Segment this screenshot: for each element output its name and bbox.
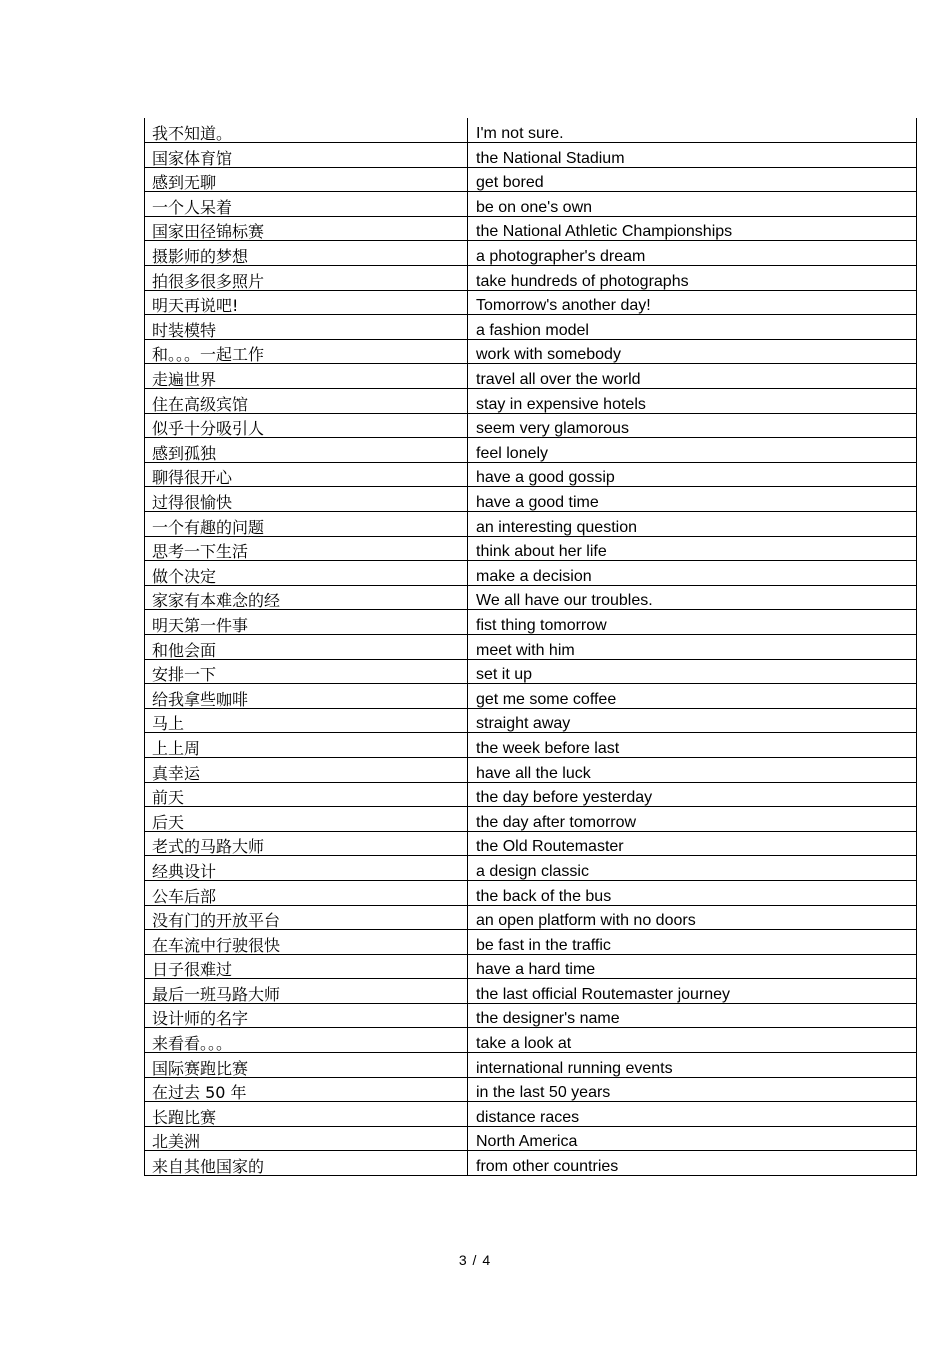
chinese-phrase-cell: 最后一班马路大师	[145, 979, 468, 1004]
chinese-phrase-cell: 一个有趣的问题	[145, 512, 468, 537]
english-phrase-cell: take hundreds of photographs	[468, 266, 917, 291]
chinese-phrase-cell: 过得很愉快	[145, 487, 468, 512]
english-phrase-cell: in the last 50 years	[468, 1077, 917, 1102]
chinese-phrase-cell: 设计师的名字	[145, 1003, 468, 1028]
table-row	[145, 684, 917, 709]
chinese-phrase-cell: 聊得很开心	[145, 462, 468, 487]
table-row	[145, 905, 917, 930]
table-row	[145, 512, 917, 537]
chinese-phrase-cell: 在车流中行驶很快	[145, 930, 468, 955]
chinese-phrase-cell: 没有门的开放平台	[145, 905, 468, 930]
chinese-phrase-cell: 在过去 50 年	[145, 1077, 468, 1102]
english-phrase-cell: North America	[468, 1126, 917, 1151]
chinese-phrase-cell: 家家有本难念的经	[145, 585, 468, 610]
english-phrase-cell: a fashion model	[468, 315, 917, 340]
english-phrase-cell: take a look at	[468, 1028, 917, 1053]
english-phrase-cell: We all have our troubles.	[468, 585, 917, 610]
english-phrase-cell: make a decision	[468, 561, 917, 586]
table-row	[145, 266, 917, 291]
table-row	[145, 930, 917, 955]
table-row	[145, 954, 917, 979]
table-row	[145, 167, 917, 192]
table-row	[145, 1151, 917, 1176]
chinese-phrase-cell: 感到孤独	[145, 438, 468, 463]
chinese-phrase-cell: 马上	[145, 708, 468, 733]
table-row	[145, 1077, 917, 1102]
chinese-phrase-cell: 国家田径锦标赛	[145, 216, 468, 241]
english-phrase-cell: the day before yesterday	[468, 782, 917, 807]
table-row	[145, 143, 917, 168]
table-row	[145, 438, 917, 463]
table-row	[145, 979, 917, 1004]
chinese-phrase-cell: 和他会面	[145, 634, 468, 659]
table-row	[145, 413, 917, 438]
english-phrase-cell: think about her life	[468, 536, 917, 561]
table-row	[145, 192, 917, 217]
chinese-phrase-cell: 时装模特	[145, 315, 468, 340]
english-phrase-cell: a photographer's dream	[468, 241, 917, 266]
table-row	[145, 487, 917, 512]
table-row	[145, 757, 917, 782]
english-phrase-cell: international running events	[468, 1053, 917, 1078]
chinese-phrase-cell: 北美洲	[145, 1126, 468, 1151]
english-phrase-cell: the day after tomorrow	[468, 807, 917, 832]
table-row	[145, 1028, 917, 1053]
english-phrase-cell: distance races	[468, 1102, 917, 1127]
chinese-phrase-cell: 和。。。一起工作	[145, 339, 468, 364]
table-row	[145, 561, 917, 586]
table-row	[145, 831, 917, 856]
vocabulary-table	[144, 118, 917, 1176]
table-row	[145, 708, 917, 733]
table-row	[145, 462, 917, 487]
chinese-phrase-cell: 住在高级宾馆	[145, 389, 468, 414]
table-row	[145, 1053, 917, 1078]
chinese-phrase-cell: 前天	[145, 782, 468, 807]
chinese-phrase-cell: 日子很难过	[145, 954, 468, 979]
chinese-phrase-cell: 似乎十分吸引人	[145, 413, 468, 438]
english-phrase-cell: get me some coffee	[468, 684, 917, 709]
table-row	[145, 118, 917, 143]
chinese-phrase-cell: 老式的马路大师	[145, 831, 468, 856]
table-row	[145, 1003, 917, 1028]
english-phrase-cell: seem very glamorous	[468, 413, 917, 438]
english-phrase-cell: a design classic	[468, 856, 917, 881]
table-row	[145, 634, 917, 659]
chinese-phrase-cell: 国际赛跑比赛	[145, 1053, 468, 1078]
chinese-phrase-cell: 来看看。。。	[145, 1028, 468, 1053]
english-phrase-cell: from other countries	[468, 1151, 917, 1176]
english-phrase-cell: the Old Routemaster	[468, 831, 917, 856]
table-row	[145, 241, 917, 266]
chinese-phrase-cell: 做个决定	[145, 561, 468, 586]
chinese-phrase-cell: 拍很多很多照片	[145, 266, 468, 291]
english-phrase-cell: the National Stadium	[468, 143, 917, 168]
english-phrase-cell: the back of the bus	[468, 880, 917, 905]
chinese-phrase-cell: 公车后部	[145, 880, 468, 905]
chinese-phrase-cell: 长跑比赛	[145, 1102, 468, 1127]
english-phrase-cell: set it up	[468, 659, 917, 684]
english-phrase-cell: fist thing tomorrow	[468, 610, 917, 635]
chinese-phrase-cell: 经典设计	[145, 856, 468, 881]
table-row	[145, 290, 917, 315]
english-phrase-cell: an interesting question	[468, 512, 917, 537]
chinese-phrase-cell: 真幸运	[145, 757, 468, 782]
chinese-phrase-cell: 给我拿些咖啡	[145, 684, 468, 709]
chinese-phrase-cell: 我不知道。	[145, 118, 468, 143]
english-phrase-cell: an open platform with no doors	[468, 905, 917, 930]
chinese-phrase-cell: 明天再说吧!	[145, 290, 468, 315]
chinese-phrase-cell: 明天第一件事	[145, 610, 468, 635]
table-row	[145, 216, 917, 241]
chinese-phrase-cell: 上上周	[145, 733, 468, 758]
chinese-phrase-cell: 国家体育馆	[145, 143, 468, 168]
table-row	[145, 315, 917, 340]
chinese-phrase-cell: 来自其他国家的	[145, 1151, 468, 1176]
english-phrase-cell: have a good gossip	[468, 462, 917, 487]
english-phrase-cell: stay in expensive hotels	[468, 389, 917, 414]
chinese-phrase-cell: 一个人呆着	[145, 192, 468, 217]
table-row	[145, 733, 917, 758]
table-row	[145, 659, 917, 684]
english-phrase-cell: the National Athletic Championships	[468, 216, 917, 241]
english-phrase-cell: work with somebody	[468, 339, 917, 364]
chinese-phrase-cell: 感到无聊	[145, 167, 468, 192]
vocabulary-table-body	[145, 118, 917, 1176]
english-phrase-cell: be on one's own	[468, 192, 917, 217]
chinese-phrase-cell: 后天	[145, 807, 468, 832]
chinese-phrase-cell: 走遍世界	[145, 364, 468, 389]
chinese-phrase-cell: 思考一下生活	[145, 536, 468, 561]
english-phrase-cell: travel all over the world	[468, 364, 917, 389]
page-number: 3 / 4	[458, 1252, 492, 1268]
english-phrase-cell: the week before last	[468, 733, 917, 758]
english-phrase-cell: be fast in the traffic	[468, 930, 917, 955]
table-row	[145, 389, 917, 414]
table-row	[145, 610, 917, 635]
table-row	[145, 339, 917, 364]
english-phrase-cell: I'm not sure.	[468, 118, 917, 143]
english-phrase-cell: get bored	[468, 167, 917, 192]
english-phrase-cell: meet with him	[468, 634, 917, 659]
table-row	[145, 880, 917, 905]
table-row	[145, 585, 917, 610]
table-row	[145, 1102, 917, 1127]
english-phrase-cell: have a good time	[468, 487, 917, 512]
table-row	[145, 782, 917, 807]
english-phrase-cell: the last official Routemaster journey	[468, 979, 917, 1004]
english-phrase-cell: straight away	[468, 708, 917, 733]
english-phrase-cell: feel lonely	[468, 438, 917, 463]
table-row	[145, 364, 917, 389]
table-row	[145, 536, 917, 561]
chinese-phrase-cell: 摄影师的梦想	[145, 241, 468, 266]
english-phrase-cell: have all the luck	[468, 757, 917, 782]
english-phrase-cell: have a hard time	[468, 954, 917, 979]
table-row	[145, 856, 917, 881]
english-phrase-cell: Tomorrow's another day!	[468, 290, 917, 315]
table-row	[145, 807, 917, 832]
english-phrase-cell: the designer's name	[468, 1003, 917, 1028]
chinese-phrase-cell: 安排一下	[145, 659, 468, 684]
table-row	[145, 1126, 917, 1151]
